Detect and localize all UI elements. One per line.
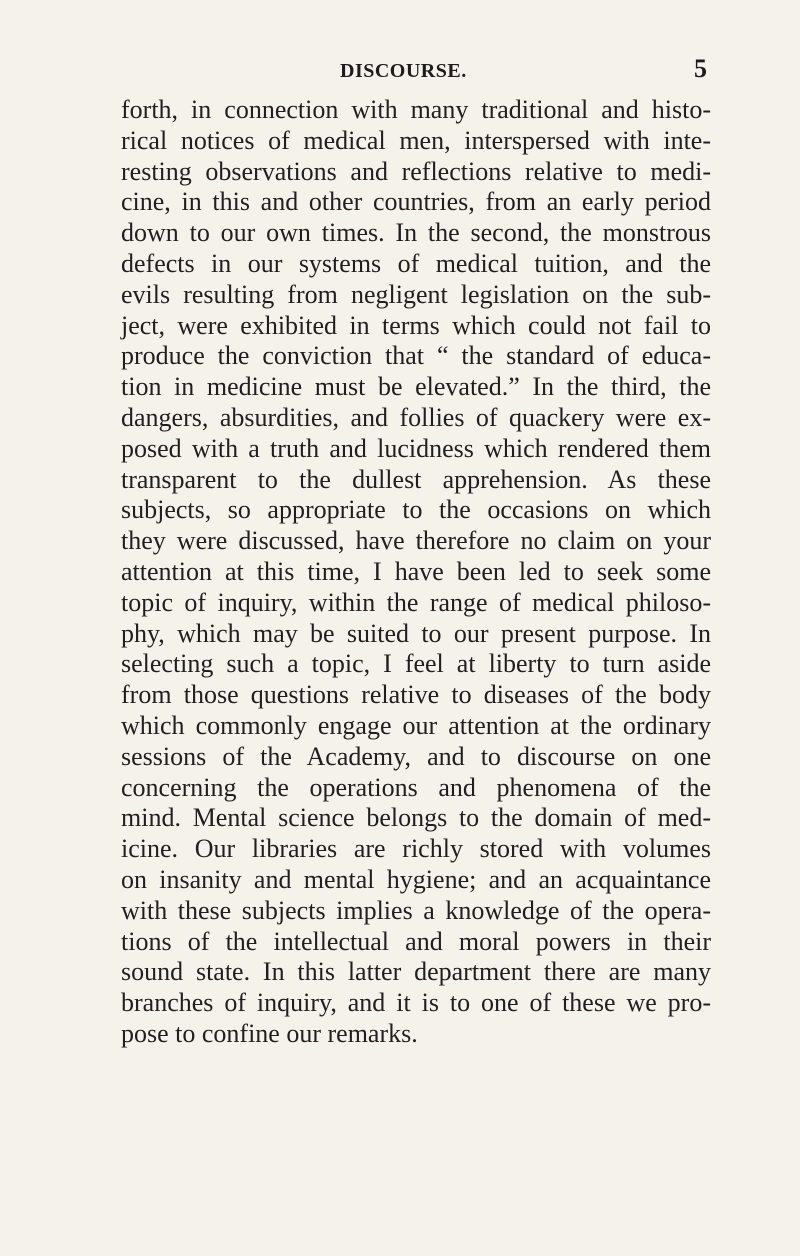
text-line: produce the conviction that “ the standard of educa- [121,341,711,371]
text-line: concerning the operations and phenomena of the [121,772,711,802]
text-line: rical notices of medical men, interspersed with inte- [121,125,711,155]
text-line: down to our own times. In the second, the monstrous [121,218,711,248]
text-line: phy, which may be suited to our present purpose. In [121,618,711,648]
text-line: icine. Our libraries are richly stored with volumes [121,834,711,864]
text-line: from those questions relative to diseases of the body [121,680,711,710]
page-number: 5 [694,54,707,83]
text-line: pose to confine our remarks. [121,1018,418,1048]
text-line: cine, in this and other countries, from an early period [121,187,711,217]
text-line: evils resulting from negligent legislation on the sub- [121,279,711,309]
text-line: selecting such a topic, I feel at liberty to turn aside [121,649,711,679]
running-title: DISCOURSE. [340,60,467,82]
text-line: which commonly engage our attention at the ordinary [121,710,711,740]
text-line: tion in medicine must be elevated.” In the third, the [121,372,711,402]
text-line: posed with a truth and lucidness which rendered them [121,433,711,463]
running-head [0,52,800,82]
text-line: defects in our systems of medical tuition, and the [121,248,711,278]
text-line: topic of inquiry, within the range of medical philoso- [121,587,711,617]
text-line: with these subjects implies a knowledge of the opera- [121,895,711,925]
text-line: dangers, absurdities, and follies of quackery were ex- [121,402,711,432]
text-line: they were discussed, have therefore no claim on your [121,526,711,556]
text-line: attention at this time, I have been led to seek some [121,556,711,586]
text-line: mind. Mental science belongs to the domain of med- [121,803,711,833]
text-line: tions of the intellectual and moral powers in their [121,926,711,956]
text-line: branches of inquiry, and it is to one of these we pro- [121,988,711,1018]
text-line: transparent to the dullest apprehension. As these [121,464,711,494]
text-line: resting observations and reflections relative to medi- [121,156,711,186]
text-line: forth, in connection with many traditional and histo- [121,95,711,124]
text-line: subjects, so appropriate to the occasions on which [121,495,711,525]
text-line: ject, were exhibited in terms which could not fail to [121,310,711,340]
text-line: sound state. In this latter department there are many [121,957,711,987]
text-line: sessions of the Academy, and to discourse on one [121,741,711,771]
text-line: on insanity and mental hygiene; and an acquaintance [121,864,711,894]
body-paragraph [121,95,711,1050]
